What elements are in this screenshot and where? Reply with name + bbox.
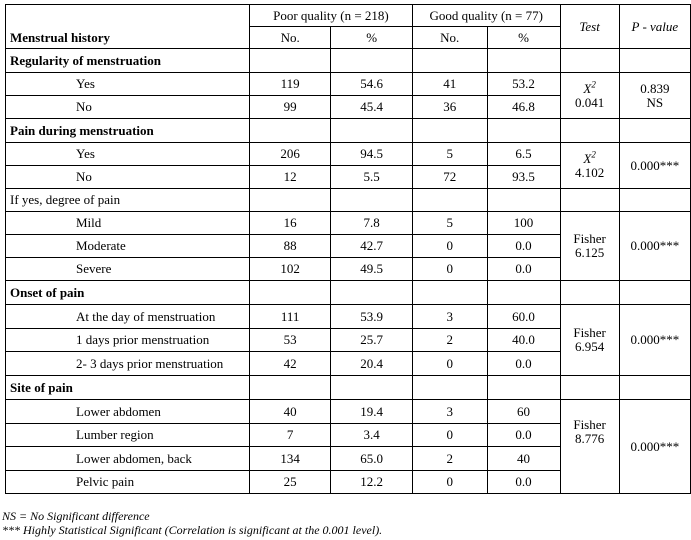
row-label: Moderate [6, 235, 250, 258]
poor-pct-cell: 3.4 [331, 424, 413, 447]
good-pct-header: % [487, 27, 560, 49]
table-row [6, 400, 691, 424]
good-no-cell: 41 [412, 73, 487, 96]
p-value-label: P - value [631, 18, 679, 34]
menstrual-history-table [5, 4, 691, 494]
menstrual-history-header: Menstrual history [6, 5, 250, 49]
poor-no-cell: 102 [249, 258, 330, 281]
test-cell [560, 212, 619, 281]
test-name: Fisher [573, 325, 606, 340]
poor-pct-cell: 20.4 [331, 352, 413, 376]
test-cell [560, 305, 619, 376]
row-label: 2- 3 days prior menstruation [6, 352, 250, 376]
poor-pct-cell: 45.4 [331, 96, 413, 119]
row-label: Yes [6, 73, 250, 96]
poor-no-cell: 119 [249, 73, 330, 96]
poor-no-cell: 111 [249, 305, 330, 329]
poor-pct-cell: 25.7 [331, 329, 413, 352]
p-value-cell: 0.000*** [619, 212, 690, 281]
good-no-cell: 72 [412, 166, 487, 189]
p-value-cell: 0.000*** [619, 305, 690, 376]
poor-no-cell: 42 [249, 352, 330, 376]
test-cell [560, 143, 619, 189]
good-no-cell: 0 [412, 258, 487, 281]
row-label: At the day of menstruation [6, 305, 250, 329]
poor-pct-cell: 65.0 [331, 447, 413, 471]
poor-pct-cell: 7.8 [331, 212, 413, 235]
test-value: 6.125 [574, 245, 605, 260]
poor-pct-cell: 12.2 [331, 471, 413, 494]
good-pct-cell: 60 [487, 400, 560, 424]
good-pct-cell: 60.0 [487, 305, 560, 329]
footnote-ns: NS = No Significant difference [2, 509, 150, 523]
good-no-cell: 3 [412, 400, 487, 424]
good-pct-cell: 100 [487, 212, 560, 235]
poor-no-cell: 88 [249, 235, 330, 258]
good-pct-cell: 53.2 [487, 73, 560, 96]
test-header: Test [560, 5, 619, 49]
row-label: Lower abdomen, back [6, 447, 250, 471]
section-row [6, 189, 691, 212]
row-label: Lower abdomen [6, 400, 250, 424]
chi-square-symbol: X [583, 150, 592, 166]
test-name: Fisher [573, 417, 606, 432]
p-value-cell: 0.000*** [619, 400, 690, 494]
section-title-pain: Pain during menstruation [6, 119, 250, 143]
poor-pct-cell: 42.7 [331, 235, 413, 258]
table-row [6, 305, 691, 329]
section-row [6, 49, 691, 73]
chi-square-symbol: X [583, 80, 592, 96]
section-title-degree: If yes, degree of pain [6, 189, 250, 212]
p-value-cell: 0.000*** [619, 143, 690, 189]
good-no-cell: 0 [412, 235, 487, 258]
poor-pct-cell: 49.5 [331, 258, 413, 281]
p-value-cell [619, 73, 690, 119]
row-label: Severe [6, 258, 250, 281]
poor-pct-cell: 94.5 [331, 143, 413, 166]
good-pct-cell: 46.8 [487, 96, 560, 119]
good-pct-cell: 0.0 [487, 352, 560, 376]
row-label: Pelvic pain [6, 471, 250, 494]
poor-no-cell: 99 [249, 96, 330, 119]
row-label: Lumber region [6, 424, 250, 447]
chi-square-superscript: 2 [591, 149, 596, 160]
good-pct-cell: 0.0 [487, 424, 560, 447]
good-pct-cell: 0.0 [487, 258, 560, 281]
test-value: 8.776 [574, 431, 605, 446]
poor-pct-header: % [331, 27, 413, 49]
test-value: 4.102 [574, 164, 605, 180]
row-label: Mild [6, 212, 250, 235]
poor-no-header: No. [249, 27, 330, 49]
row-label: 1 days prior menstruation [6, 329, 250, 352]
test-cell [560, 73, 619, 119]
poor-no-cell: 53 [249, 329, 330, 352]
test-value: 6.954 [574, 339, 605, 354]
section-title-onset: Onset of pain [6, 281, 250, 305]
header-row-1 [6, 5, 691, 27]
p-note: NS [646, 94, 664, 110]
poor-no-cell: 12 [249, 166, 330, 189]
good-no-cell: 2 [412, 447, 487, 471]
section-row [6, 281, 691, 305]
poor-no-cell: 134 [249, 447, 330, 471]
poor-pct-cell: 19.4 [331, 400, 413, 424]
row-label: Yes [6, 143, 250, 166]
poor-no-cell: 25 [249, 471, 330, 494]
test-cell [560, 400, 619, 494]
good-no-cell: 5 [412, 143, 487, 166]
row-label: No [6, 96, 250, 119]
good-no-cell: 0 [412, 471, 487, 494]
poor-no-cell: 16 [249, 212, 330, 235]
p-value: 0.839 [640, 80, 670, 96]
good-no-cell: 5 [412, 212, 487, 235]
section-row [6, 376, 691, 400]
section-title-site: Site of pain [6, 376, 250, 400]
table-row [6, 212, 691, 235]
good-pct-cell: 40 [487, 447, 560, 471]
poor-no-cell: 206 [249, 143, 330, 166]
row-label: No [6, 166, 250, 189]
good-pct-cell: 0.0 [487, 471, 560, 494]
section-row [6, 119, 691, 143]
footnote-highly-significant: *** Highly Statistical Significant (Correlation is significant at the 0.001 level). [2, 523, 383, 537]
poor-pct-cell: 5.5 [331, 166, 413, 189]
good-no-cell: 2 [412, 329, 487, 352]
poor-pct-cell: 53.9 [331, 305, 413, 329]
poor-no-cell: 40 [249, 400, 330, 424]
good-no-header: No. [412, 27, 487, 49]
test-name: Fisher [573, 231, 606, 246]
poor-pct-cell: 54.6 [331, 73, 413, 96]
table-row [6, 143, 691, 166]
good-no-cell: 3 [412, 305, 487, 329]
poor-quality-header: Poor quality (n = 218) [249, 5, 412, 27]
table-row [6, 73, 691, 96]
good-quality-header: Good quality (n = 77) [412, 5, 560, 27]
chi-square-superscript: 2 [591, 79, 596, 90]
poor-no-cell: 7 [249, 424, 330, 447]
good-no-cell: 36 [412, 96, 487, 119]
good-pct-cell: 6.5 [487, 143, 560, 166]
section-title-regularity: Regularity of menstruation [6, 49, 250, 73]
good-pct-cell: 93.5 [487, 166, 560, 189]
test-value: 0.041 [574, 94, 605, 110]
good-pct-cell: 40.0 [487, 329, 560, 352]
p-value-header [619, 5, 690, 49]
good-no-cell: 0 [412, 424, 487, 447]
good-pct-cell: 0.0 [487, 235, 560, 258]
good-no-cell: 0 [412, 352, 487, 376]
